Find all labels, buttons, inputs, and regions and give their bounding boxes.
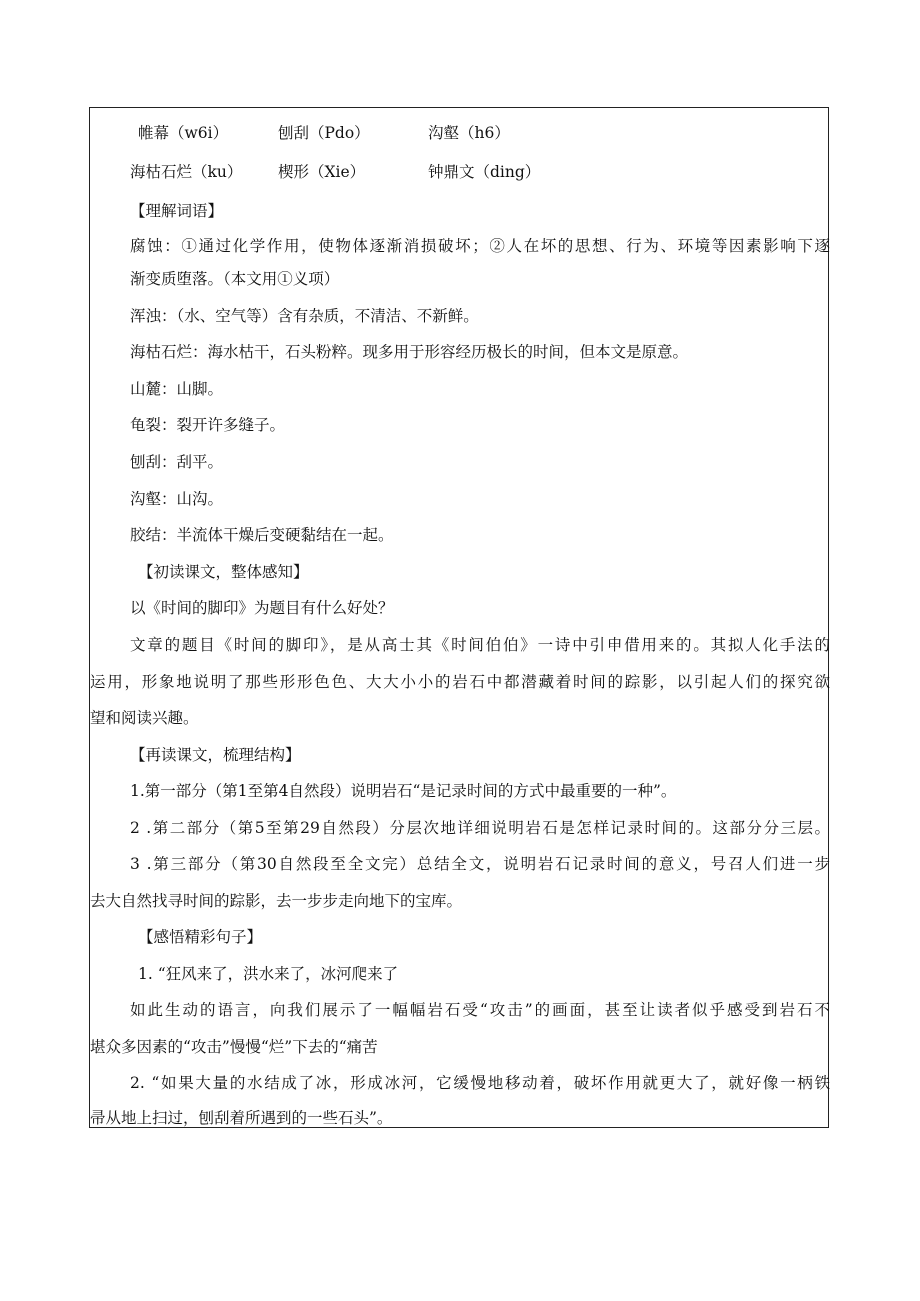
pinyin-word: 刨刮（Pdo） [278,124,370,142]
pinyin-word: 沟壑（h6） [428,124,510,142]
pinyin-word: 海枯石烂（ku） [130,163,243,181]
definition-gouhe: 沟壑：山沟。 [130,490,224,508]
pinyin-word: 钟鼎文（ding） [428,163,541,181]
section-heading-sentences: 【感悟精彩句子】 [138,928,263,946]
answer-line2: 运用，形象地说明了那些形形色色、大大小小的岩石中都潜藏着时间的踪影，以引起人们的探究欲 [90,673,830,691]
section-heading-structure: 【再读课文，梳理结构】 [130,746,301,764]
sentence-2-line1: 2. “如果大量的水结成了冰，形成冰河，它缓慢地移动着，破坏作用就更大了，就好像一柄铁 [130,1074,830,1092]
structure-item-3-line2: 去大自然找寻时间的踪影，去一步步走向地下的宝库。 [90,892,463,910]
definition-shanlu: 山麓：山脚。 [130,380,224,398]
structure-item-3-line1: 3 .第三部分（第30自然段至全文完）总结全文，说明岩石记录时间的意义，号召人们进一步 [130,855,830,873]
sentence-1: 1. “狂风来了，洪水来了，冰河爬来了 [138,965,399,983]
structure-item-2: 2 .第二部分（第5至第29自然段）分层次地详细说明岩石是怎样记录时间的。这部分分三层。 [130,819,830,837]
question-title: 以《时间的脚印》为题目有什么好处？ [130,599,394,617]
definition-fushi-line2: 渐变质堕落。（本文用①义项） [130,270,340,288]
content-frame [89,107,829,1128]
sentence-1-note-line2: 堪众多因素的“攻击”慢慢“烂”下去的“痛苦 [90,1038,378,1056]
definition-haikushilan: 海枯石烂：海水枯干，石头粉粹。现多用于形容经历极长的时间，但本文是原意。 [130,343,689,361]
pinyin-word: 帷幕（w6i） [138,124,229,142]
definition-jiaojie: 胶结：半流体干燥后变硬黏结在一起。 [130,526,394,544]
section-heading-first-read: 【初读课文，整体感知】 [138,563,309,581]
sentence-2-line2: 帚从地上扫过，刨刮着所遇到的一些石头”。 [90,1109,393,1127]
definition-hunzhuo: 浑浊：（水、空气等）含有杂质，不清洁、不新鲜。 [130,307,479,325]
definition-paogua: 刨刮：刮平。 [130,453,224,471]
definition-fushi-line1: 腐蚀：①通过化学作用，使物体逐渐消损破坏；②人在坏的思想、行为、环境等因素影响下逐 [130,237,830,255]
sentence-1-note-line1: 如此生动的语言，向我们展示了一幅幅岩石受“攻击”的画面，甚至让读者似乎感受到岩石不 [130,1001,830,1019]
answer-line1: 文章的题目《时间的脚印》，是从高士其《时间伯伯》一诗中引申借用来的。其拟人化手法的 [130,636,830,654]
section-heading-understand: 【理解词语】 [130,202,224,220]
answer-line3: 望和阅读兴趣。 [90,709,199,727]
definition-guilie: 龟裂：裂开许多缝子。 [130,416,286,434]
pinyin-word: 楔形（Xie） [278,163,366,181]
structure-item-1: 1.第一部分（第1至第4自然段）说明岩石“是记录时间的方式中最重要的一种”。 [130,782,677,800]
